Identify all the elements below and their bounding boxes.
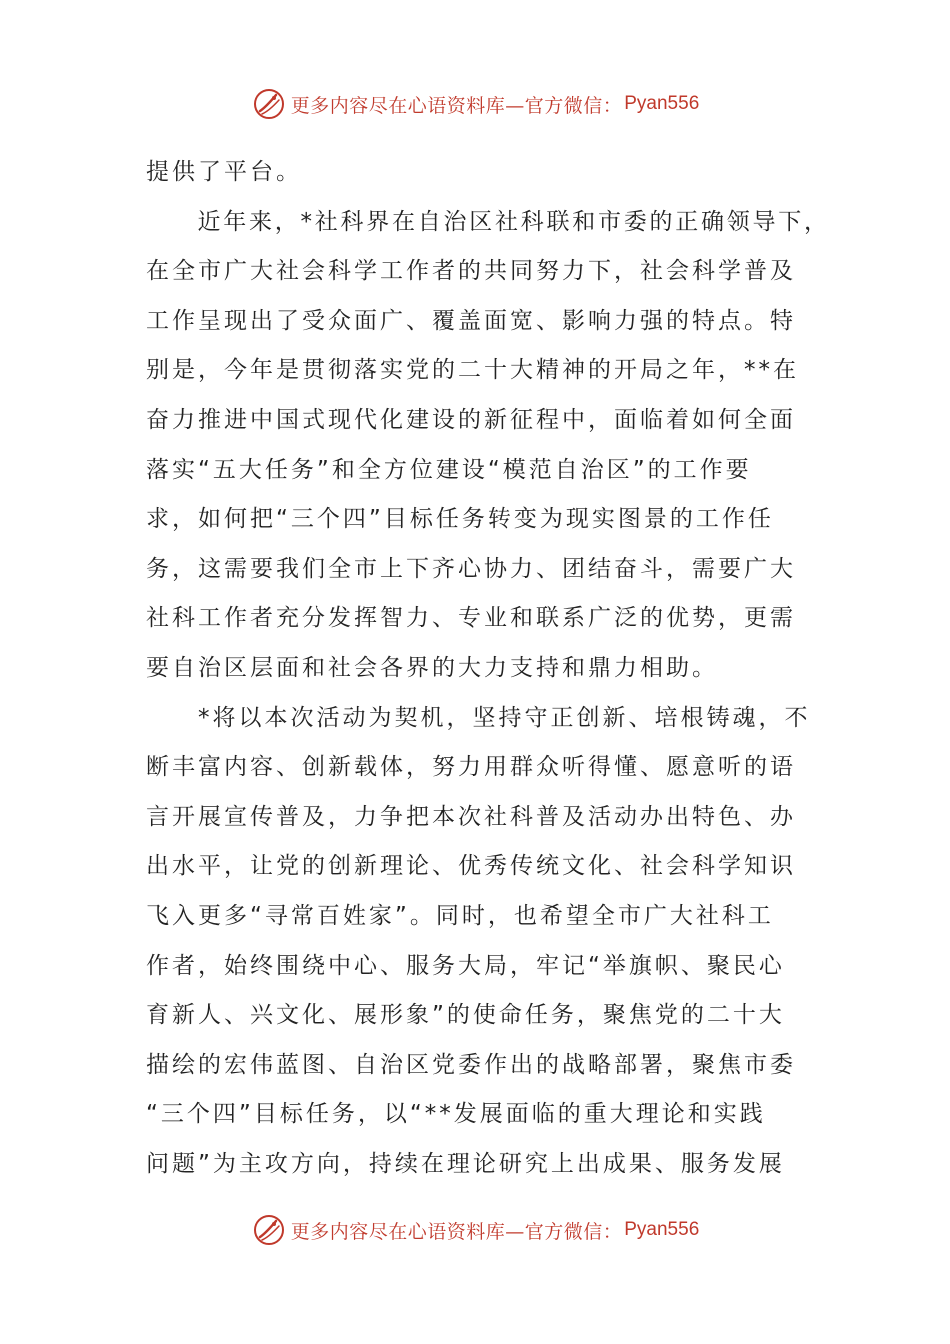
- text-line: 描绘的宏伟蓝图、自治区党委作出的战略部署，聚焦市委: [146, 1051, 796, 1078]
- pen-logo-icon: [251, 1212, 287, 1248]
- banner-wechat-id: Pyan556: [624, 93, 700, 114]
- text-line: 问题”为主攻方向，持续在理论研究上出成果、服务发展: [146, 1150, 785, 1177]
- text-line: 在全市广大社会科学工作者的共同努力下，社会科学普及: [146, 258, 796, 285]
- text-line: 奋力推进中国式现代化建设的新征程中，面临着如何全面: [146, 406, 796, 433]
- text-line: 育新人、兴文化、展形象”的使命任务，聚焦党的二十大: [146, 1002, 785, 1029]
- text-line: 近年来，*社科界在自治区社科联和市委的正确领导下，: [146, 208, 830, 235]
- text-line: *将以本次活动为契机，坚持守正创新、培根铸魂，不: [146, 704, 811, 731]
- text-line: 别是，今年是贯彻落实党的二十大精神的开局之年，**在: [146, 357, 799, 384]
- text-line: 落实“五大任务”和全方位建设“模范自治区”的工作要: [146, 456, 752, 483]
- banner-wechat-id: Pyan556: [624, 1219, 700, 1240]
- text-line: 求，如何把“三个四”目标任务转变为现实图景的工作任: [146, 506, 774, 533]
- text-line: 飞入更多“寻常百姓家”。同时，也希望全市广大社科工: [146, 902, 774, 929]
- pen-logo-icon: [251, 86, 287, 122]
- footer-watermark-banner: [0, 1210, 950, 1250]
- text-line: 出水平，让党的创新理论、优秀传统文化、社会科学知识: [146, 853, 796, 880]
- text-line: 作者，始终围绕中心、服务大局，牢记“举旗帜、聚民心: [146, 952, 785, 979]
- text-line: 言开展宣传普及，力争把本次社科普及活动办出特色、办: [146, 803, 796, 830]
- header-watermark-banner: [0, 84, 950, 124]
- text-line: 务，这需要我们全市上下齐心协力、团结奋斗，需要广大: [146, 555, 796, 582]
- text-line: “三个四”目标任务，以“**发展面临的重大理论和实践: [146, 1101, 766, 1128]
- text-line: 工作呈现出了受众面广、覆盖面宽、影响力强的特点。特: [146, 307, 796, 334]
- banner-text: 更多内容尽在心语资料库—官方微信：: [290, 1220, 623, 1243]
- banner-text: 更多内容尽在心语资料库—官方微信：: [290, 94, 623, 117]
- text-line: 断丰富内容、创新载体，努力用群众听得懂、愿意听的语: [146, 754, 796, 781]
- document-body: [146, 148, 836, 1189]
- text-line: 要自治区层面和社会各界的大力支持和鼎力相助。: [146, 654, 718, 681]
- text-line: 社科工作者充分发挥智力、专业和联系广泛的优势，更需: [146, 605, 796, 632]
- text-line: 提供了平台。: [146, 159, 302, 185]
